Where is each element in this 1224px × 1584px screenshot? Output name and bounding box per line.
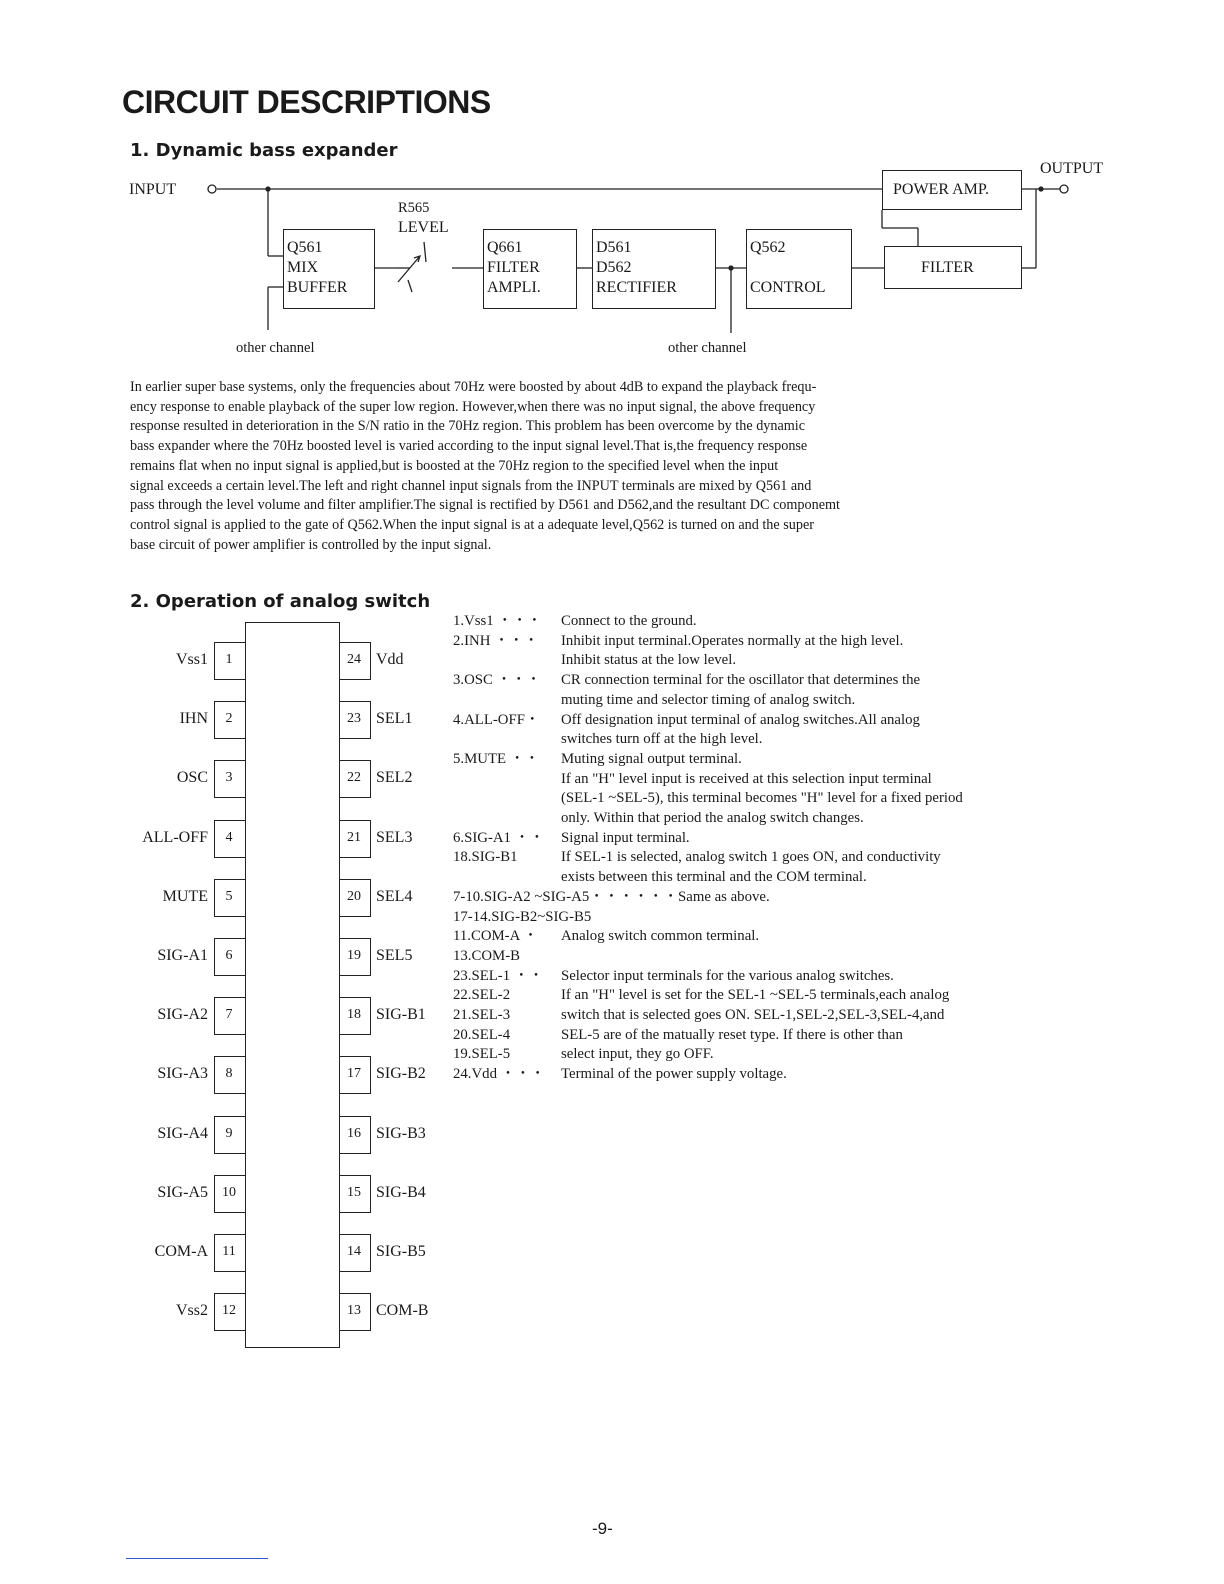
- desc-text: switches turn off at the high level.: [561, 731, 763, 748]
- desc-term: 20.SEL-4: [453, 1026, 511, 1043]
- page-title: CIRCUIT DESCRIPTIONS: [122, 84, 491, 120]
- right-pin-17: [340, 1056, 371, 1094]
- desc-text: Selector input terminals for the various analog switches.: [561, 967, 894, 984]
- desc-term: 13.COM-B: [453, 947, 521, 964]
- q562-control-block: [746, 229, 852, 309]
- left-pin-1: [214, 642, 245, 680]
- right-pin-14: [340, 1234, 371, 1272]
- left-pin-9: [214, 1116, 245, 1154]
- left-pin-label: OSC: [176, 769, 208, 787]
- desc-text: SEL-5 are of the matually reset type. If there is other than: [561, 1026, 903, 1043]
- bass-expander-description: [130, 378, 1068, 555]
- left-pin-label: ALL-OFF: [142, 828, 208, 846]
- output-label: OUTPUT: [1040, 160, 1104, 177]
- pin-number: 16: [347, 1125, 361, 1141]
- pin-number: 17: [347, 1066, 361, 1082]
- q561-mix-buffer-block: [283, 229, 375, 309]
- right-pin-label: SEL2: [376, 769, 413, 787]
- power-amp-block: [882, 170, 1022, 210]
- left-pin-label: IHN: [179, 710, 208, 728]
- right-pin-label: SEL3: [376, 828, 413, 846]
- pin-number: 14: [347, 1244, 361, 1259]
- desc-term: 23.SEL-1 ・・: [453, 967, 544, 984]
- paragraph-line: ency response to enable playback of the super low region. However,when there was no input signal, the above frequency: [130, 398, 816, 415]
- pin-number: 18: [347, 1007, 361, 1023]
- pin-number: 4: [225, 829, 233, 845]
- desc-term: 5.MUTE ・・: [453, 750, 540, 767]
- q561-block-text: Q561 MIX BUFFER: [287, 239, 348, 296]
- output-terminal: [1060, 185, 1068, 193]
- paragraph-line: control signal is applied to the gate of Q562.When the input signal is at a adequate level,Q562 is turned on and the super: [130, 516, 814, 533]
- pin-number: 5: [225, 888, 233, 904]
- left-pin-6: [214, 938, 245, 976]
- desc-term: 1.Vss1 ・・・: [453, 613, 542, 629]
- right-pin-13: [340, 1293, 371, 1331]
- pin-number: 21: [347, 829, 361, 845]
- right-pin-label: SEL4: [376, 887, 413, 905]
- desc-term: 6.SIG-A1 ・・: [453, 829, 545, 846]
- left-pin-label: COM-A: [154, 1243, 208, 1260]
- pin-number: 6: [225, 948, 233, 963]
- right-pin-21: [340, 820, 371, 858]
- other-channel-right: other channel: [668, 340, 747, 356]
- right-pin-label: SIG-B1: [376, 1006, 426, 1024]
- desc-term: 24.Vdd ・・・: [453, 1066, 546, 1083]
- left-pin-2: [214, 701, 245, 739]
- output-junction-dot: [1039, 187, 1043, 191]
- pin-number: 9: [225, 1125, 233, 1141]
- pin-number: 13: [347, 1303, 361, 1319]
- filter-block: [884, 246, 1022, 289]
- desc-term: 11.COM-A ・: [453, 928, 538, 945]
- pin-number: 15: [347, 1184, 361, 1200]
- ic-package-body: [245, 622, 340, 1348]
- right-pin-16: [340, 1116, 371, 1154]
- desc-text: Connect to the ground.: [561, 613, 697, 629]
- right-pin-label: SEL1: [376, 710, 413, 728]
- pin-number: 11: [222, 1244, 236, 1259]
- right-pin-24: [340, 642, 371, 680]
- left-pin-label: SIG-A1: [157, 947, 208, 964]
- filter-text: FILTER: [921, 259, 974, 276]
- q661-block-text: Q661 FILTER AMPLI.: [487, 239, 541, 296]
- paragraph-line: response resulted in deterioration in the S/N ratio in the 70Hz region. This problem has been overcome by the dynamic: [130, 418, 806, 435]
- right-pin-15: [340, 1175, 371, 1213]
- d561-rectifier-block: [592, 229, 716, 309]
- left-pin-label: SIG-A5: [157, 1183, 208, 1201]
- paragraph-line: base circuit of power amplifier is controlled by the input signal.: [130, 536, 492, 553]
- left-pin-11: [214, 1234, 245, 1272]
- right-pin-label: SIG-B5: [376, 1243, 426, 1260]
- pin-number: 20: [347, 888, 361, 904]
- q562-block-text: Q562 CONTROL: [750, 239, 826, 296]
- desc-text: (SEL-1 ~SEL-5), this terminal becomes "H" level for a fixed period: [561, 790, 963, 807]
- q661-filter-ampli-block: [483, 229, 577, 309]
- right-pin-label: SIG-B3: [376, 1124, 426, 1142]
- right-pin-label: SEL5: [376, 947, 413, 964]
- paragraph-line: remains flat when no input signal is applied,but is boosted at the 70Hz region to the specified level when the input: [130, 457, 779, 474]
- desc-text: CR connection terminal for the oscillator that determines the: [561, 672, 921, 689]
- section-heading-dynamic-bass: 1. Dynamic bass expander: [130, 140, 398, 161]
- paragraph-line: signal exceeds a certain level.The left and right channel input signals from the INPUT terminals are mixed by Q561 and: [130, 477, 812, 494]
- pin-number: 12: [222, 1303, 236, 1319]
- pin-number: 10: [222, 1184, 236, 1200]
- desc-text: Off designation input terminal of analog switches.All analog: [561, 711, 920, 728]
- block-diagram-wires: [0, 0, 1224, 380]
- section-heading-analog-switch: 2. Operation of analog switch: [130, 591, 431, 612]
- desc-text: exists between this terminal and the COM terminal.: [561, 869, 867, 886]
- pin-number: 1: [225, 652, 233, 667]
- d561-block-text: D561 D562 RECTIFIER: [596, 239, 677, 296]
- left-pin-label: SIG-A3: [157, 1065, 208, 1083]
- desc-text: select input, they go OFF.: [561, 1046, 714, 1063]
- desc-text: Inhibit input terminal.Operates normally at the high level.: [561, 632, 904, 649]
- desc-text: Analog switch common terminal.: [561, 928, 760, 945]
- right-pin-label: SIG-B2: [376, 1065, 426, 1083]
- left-pin-label: Vss2: [175, 1302, 208, 1320]
- page-number: -9-: [592, 1519, 613, 1538]
- desc-text: Terminal of the power supply voltage.: [561, 1066, 787, 1083]
- left-pin-label: SIG-A2: [157, 1006, 208, 1024]
- desc-text: Signal input terminal.: [561, 829, 690, 846]
- input-label: INPUT: [129, 181, 177, 198]
- pin-number: 8: [225, 1066, 233, 1082]
- desc-text: If SEL-1 is selected, analog switch 1 goes ON, and conductivity: [561, 849, 941, 866]
- desc-text: Muting signal output terminal.: [561, 750, 742, 767]
- left-pin-label: MUTE: [162, 887, 208, 905]
- desc-term: 21.SEL-3: [453, 1007, 511, 1023]
- desc-term: 17-14.SIG-B2~SIG-B5: [453, 908, 592, 925]
- r565-label: R565: [398, 200, 430, 216]
- left-pin-8: [214, 1056, 245, 1094]
- desc-term: 22.SEL-2: [453, 987, 511, 1004]
- right-pin-19: [340, 938, 371, 976]
- desc-term: 3.OSC ・・・: [453, 672, 541, 689]
- desc-text: If an "H" level input is received at this selection input terminal: [561, 770, 932, 787]
- desc-term: 18.SIG-B1: [453, 849, 518, 866]
- right-pin-label: SIG-B4: [376, 1183, 426, 1201]
- left-pin-4: [214, 820, 245, 858]
- desc-text: switch that is selected goes ON. SEL-1,SEL-2,SEL-3,SEL-4,and: [561, 1007, 945, 1023]
- pin-number: 7: [225, 1007, 233, 1023]
- left-pin-10: [214, 1175, 245, 1213]
- left-pin-5: [214, 879, 245, 917]
- desc-text: muting time and selector timing of analog switch.: [561, 691, 856, 708]
- pin-number: 19: [347, 948, 361, 963]
- right-pin-22: [340, 760, 371, 798]
- left-pin-7: [214, 997, 245, 1035]
- pin-number: 22: [347, 770, 361, 786]
- desc-text: Inhibit status at the low level.: [561, 652, 737, 669]
- paragraph-line: In earlier super base systems, only the frequencies about 70Hz were boosted by about 4dB to expand the playback frequ-: [130, 379, 817, 395]
- left-pin-3: [214, 760, 245, 798]
- paragraph-line: pass through the level volume and filter amplifier.The signal is rectified by D561 and D562,and the resultant DC componemt: [130, 497, 840, 514]
- desc-text: If an "H" level is set for the SEL-1 ~SEL-5 terminals,each analog: [561, 987, 950, 1004]
- level-label: LEVEL: [398, 219, 449, 236]
- input-terminal: [208, 185, 216, 193]
- left-pin-label: Vss1: [175, 651, 208, 668]
- paragraph-line: bass expander where the 70Hz boosted level is varied according to the input signal level.That is,the frequency response: [130, 438, 808, 455]
- desc-term: 4.ALL-OFF・: [453, 711, 540, 728]
- pin-number: 24: [347, 652, 361, 667]
- desc-text: only. Within that period the analog switch changes.: [561, 810, 864, 826]
- pin-number: 2: [225, 711, 233, 727]
- right-pin-20: [340, 879, 371, 917]
- right-pin-label: Vdd: [376, 651, 404, 668]
- other-channel-left: other channel: [236, 340, 315, 356]
- pin-number: 23: [347, 711, 361, 727]
- pin-number: 3: [225, 770, 233, 786]
- desc-term: 7-10.SIG-A2 ~SIG-A5・・・・・・Same as above.: [453, 888, 770, 905]
- right-pin-label: COM-B: [376, 1302, 429, 1320]
- desc-term: 19.SEL-5: [453, 1046, 511, 1063]
- left-pin-label: SIG-A4: [157, 1124, 208, 1142]
- footer-rule: [126, 1558, 268, 1559]
- left-pin-12: [214, 1293, 245, 1331]
- right-pin-18: [340, 997, 371, 1035]
- desc-term: 2.INH ・・・: [453, 632, 539, 649]
- right-pin-23: [340, 701, 371, 739]
- power-amp-text: POWER AMP.: [893, 181, 990, 198]
